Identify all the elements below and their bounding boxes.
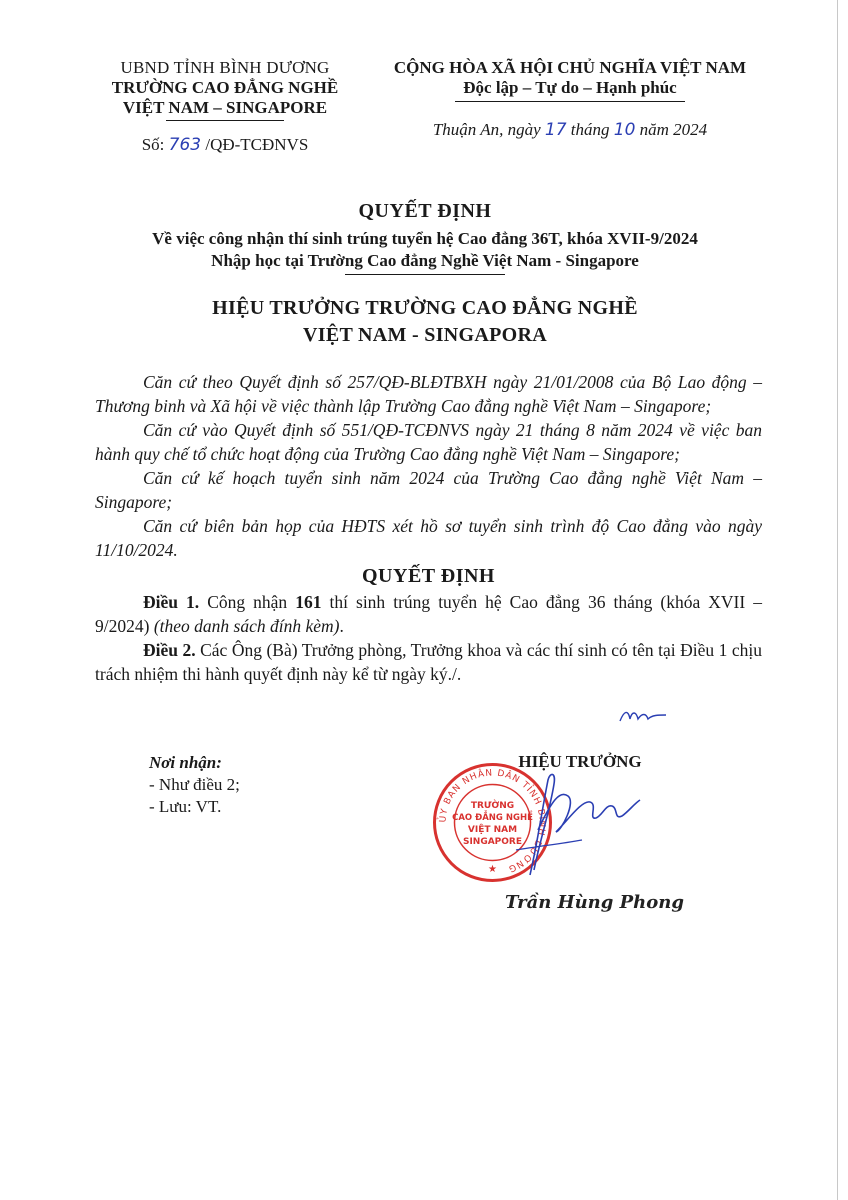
article-1-text-d: . xyxy=(339,616,344,636)
document-title: QUYẾT ĐỊNH xyxy=(358,200,492,222)
signer-name: Trần Hùng Phong xyxy=(505,892,684,913)
signer-title: HIỆU TRƯỞNG xyxy=(518,752,642,771)
subtitle-line2: Nhập học tại Trường Cao đẳng Nghề Việt Nam - Singapore xyxy=(211,251,639,270)
seal-ring-text: ỦY BAN NHÂN DÂN TỈNH BÌNH DƯƠNG xyxy=(438,768,547,874)
article-1-label: Điều 1. xyxy=(143,592,200,612)
receivers-block xyxy=(149,752,240,818)
legal-basis-3: Căn cứ kế hoạch tuyển sinh năm 2024 của Trường Cao đẳng nghề Việt Nam – Singapore; xyxy=(95,468,762,512)
document-body xyxy=(95,370,762,686)
document-number-suffix: /QĐ-TCĐNVS xyxy=(201,135,309,154)
decision-heading: QUYẾT ĐỊNH xyxy=(362,565,495,587)
issue-date-month: 10 xyxy=(613,120,636,140)
subtitle-line1: Về việc công nhận thí sinh trúng tuyển hệ Cao đẳng 36T, khóa XVII-9/2024 xyxy=(152,229,698,248)
subtitle-underline xyxy=(345,274,505,275)
seal-center-line: CAO ĐẲNG NGHỀ xyxy=(452,813,533,823)
seal-center-line: SINGAPORE xyxy=(462,837,523,847)
issue-date xyxy=(370,120,770,140)
article-1-count: 161 xyxy=(295,592,322,612)
issue-date-year: năm 2024 xyxy=(635,120,708,139)
initials-mark xyxy=(618,703,668,727)
article-2-label: Điều 2. xyxy=(143,640,196,660)
receivers-heading: Nơi nhận: xyxy=(149,753,222,772)
document-number-handwritten: 763 xyxy=(168,135,202,155)
receiver-item: - Lưu: VT. xyxy=(149,797,222,816)
document-subtitle xyxy=(95,228,755,275)
article-1-text-a: Công nhận xyxy=(199,592,296,612)
page-edge-line xyxy=(837,0,838,1200)
issuer-underline xyxy=(166,120,284,121)
article-1 xyxy=(95,590,762,638)
national-motto-block xyxy=(370,58,770,140)
country-name: CỘNG HÒA XÃ HỘI CHỦ NGHĨA VIỆT NAM xyxy=(393,58,747,77)
article-1-text-b: thí sinh trúng tuyển hệ Cao đẳng 36 tháng (khóa XVII – 9/2024) xyxy=(95,592,762,636)
handwritten-signature xyxy=(490,760,650,890)
article-2-text: Các Ông (Bà) Trưởng phòng, Trưởng khoa và các thí sinh có tên tại Điều 1 chịu trách nhiệm thi hành quyết định này kể từ ngày ký./. xyxy=(95,640,763,684)
article-1-attachment-note: (theo danh sách đính kèm) xyxy=(153,616,340,636)
document-number-prefix: Số: xyxy=(141,135,169,154)
principal-heading xyxy=(95,295,755,349)
receiver-item: - Như điều 2; xyxy=(149,775,240,794)
legal-basis-4: Căn cứ biên bản họp của HĐTS xét hồ sơ tuyển sinh trình độ Cao đẳng vào ngày 11/10/2024. xyxy=(95,516,762,560)
national-motto: Độc lập – Tự do – Hạnh phúc xyxy=(463,78,677,97)
svg-text:★: ★ xyxy=(488,864,497,875)
article-2 xyxy=(95,638,762,686)
issuer-school-line1: TRƯỜNG CAO ĐẲNG NGHỀ xyxy=(111,78,339,97)
issue-date-month-label: tháng xyxy=(566,120,614,139)
legal-basis-1: Căn cứ theo Quyết định số 257/QĐ-BLĐTBXH ngày 21/01/2008 của Bộ Lao động – Thương binh và Xã hội về việc thành lập Trường Cao đẳng nghề Việt Nam – Singapore; xyxy=(95,372,762,416)
principal-line1: HIỆU TRƯỞNG TRƯỜNG CAO ĐẲNG NGHỀ xyxy=(212,297,638,319)
principal-line2: VIỆT NAM - SINGAPORA xyxy=(303,324,547,346)
issuer-block xyxy=(95,58,355,155)
issuer-school-line2: VIỆT NAM – SINGAPORE xyxy=(122,98,328,117)
seal-center-line: VIỆT NAM xyxy=(467,825,518,835)
document-number xyxy=(95,135,355,155)
issue-date-day: 17 xyxy=(544,120,567,140)
seal-center-line: TRƯỜNG xyxy=(470,801,515,811)
issuer-authority: UBND TỈNH BÌNH DƯƠNG xyxy=(120,58,330,77)
legal-basis-2: Căn cứ vào Quyết định số 551/QĐ-TCĐNVS ngày 21 tháng 8 năm 2024 về việc ban hành quy chế tổ chức hoạt động của Trường Cao đẳng nghề Việt Nam – Singapore; xyxy=(95,420,762,464)
motto-underline xyxy=(455,101,685,102)
issue-date-place: Thuận An, ngày xyxy=(432,120,545,139)
